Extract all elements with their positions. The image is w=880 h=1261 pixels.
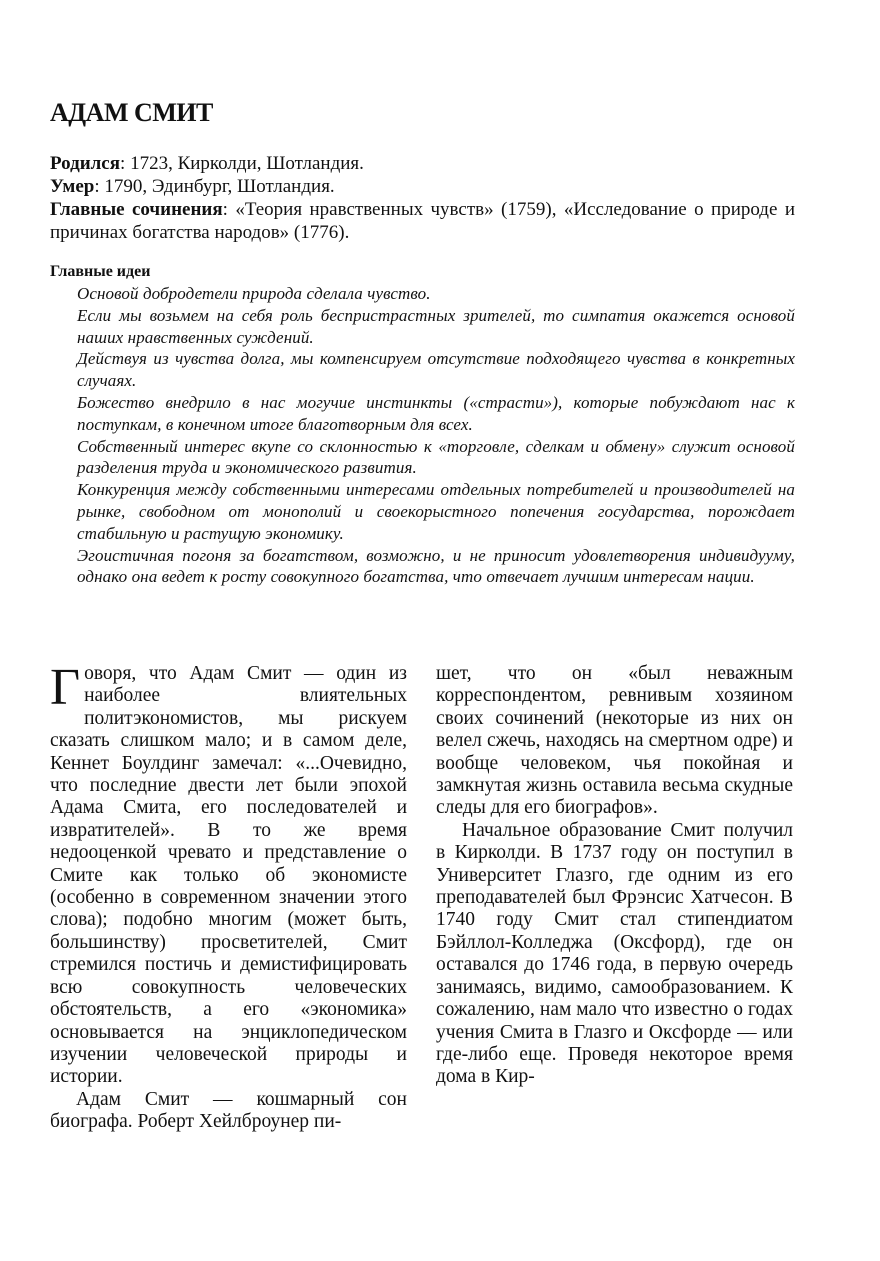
body-paragraph-2: Адам Смит — кошмарный сон биографа. Роберт Хейлброунер пи- [50, 1088, 407, 1133]
died-label: Умер [50, 176, 95, 197]
died-value: 1790, Эдинбург, Шотландия. [104, 176, 335, 197]
born-line: Родился: 1723, Кирколди, Шотландия. [50, 153, 364, 174]
works-label: Главные сочинения [50, 199, 223, 220]
bio-facts [50, 152, 795, 244]
idea-item: Эгоистичная погоня за богатством, возможно, и не приносит удовлетворения индивидууму, однако она ведет к росту совокупного богатства, что отвечает лучшим интересам нации. [77, 545, 795, 587]
idea-item: Действуя из чувства долга, мы компенсируем отсутствие подходящего чувства в конкретных случаях. [77, 349, 795, 391]
works-line: Главные сочинения: «Теория нравственных чувств» (1759), «Исследование о природе и причинах богатства народов» (1776). [50, 199, 795, 243]
ideas-heading: Главные идеи [50, 263, 151, 280]
born-label: Родился [50, 153, 121, 174]
idea-item: Конкуренция между собственными интересами отдельных потребителей и производителей на рынке, свободном от монополий и своекорыстного попечения государства, порождает стабильную и растущую экономику. [77, 480, 795, 543]
died-line: Умер: 1790, Эдинбург, Шотландия. [50, 176, 335, 197]
drop-cap: Г [50, 659, 81, 716]
body-paragraph-1 [50, 659, 407, 1089]
idea-item: Основой добродетели природа сделала чувство. [77, 284, 431, 303]
body-column-left [50, 659, 407, 1134]
body-column-right [436, 663, 793, 1089]
born-value: 1723, Кирколди, Шотландия. [130, 153, 364, 174]
paragraph-1-text: оворя, что Адам Смит — один из наиболее влиятельных политэкономистов, мы рискуем сказать слишком мало; и в самом деле, Кеннет Боулдинг замечал: «...Очевидно, что последние двести лет были эпохой Адама Смита, его последователей и извратителей». В то же время недооценкой чревато и представление о Смите как только об экономисте (особенно в современном значении этого слова); подобно многим (может быть, большинству) просветителей, Смит стремился постичь и демистифицировать всю совокупность человеческих обстоятельств, а его «экономика» основывается на энциклопедическом изучении человеческой природы и истории. [50, 663, 407, 1088]
idea-item: Если мы возьмем на себя роль беспристрастных зрителей, то симпатия окажется основой наших нравственных суждений. [77, 305, 795, 347]
works-value: «Теория нравственных чувств» (1759), «Исследование о природе и причинах богатства народов» (1776). [50, 199, 795, 243]
chapter-title: АДАМ СМИТ [50, 98, 213, 127]
body-paragraph-3: Начальное образование Смит получил в Кирколди. В 1737 году он поступил в Университет Глазго, где одним из его преподавателей был Фрэнсис Хатчесон. В 1740 году Смит стал стипендиатом Бэйллол-Колледжа (Оксфорд), где он оставался до 1746 года, в первую очередь занимаясь, видимо, самообразованием. К сожалению, нам мало что известно о годах учения Смита в Глазго и Оксфорде — или где-либо еще. Проведя некоторое время дома в Кир- [436, 819, 793, 1088]
idea-item: Божество внедрило в нас могучие инстинкты («страсти»), которые побуждают нас к поступкам, в конечном итоге благотворным для всех. [77, 392, 795, 434]
ideas-list [77, 283, 795, 588]
idea-item: Собственный интерес вкупе со склонностью к «торговле, сделкам и обмену» служит основой разделения труда и экономического развития. [77, 436, 795, 478]
body-paragraph-2-continued: шет, что он «был неважным корреспондентом, ревнивым хозяином своих сочинений (некоторые из них он велел сжечь, находясь на смертном одре) и вообще человеком, чья покойная и замкнутая жизнь оставила весьма скудные следы для его биографов». [436, 663, 793, 819]
